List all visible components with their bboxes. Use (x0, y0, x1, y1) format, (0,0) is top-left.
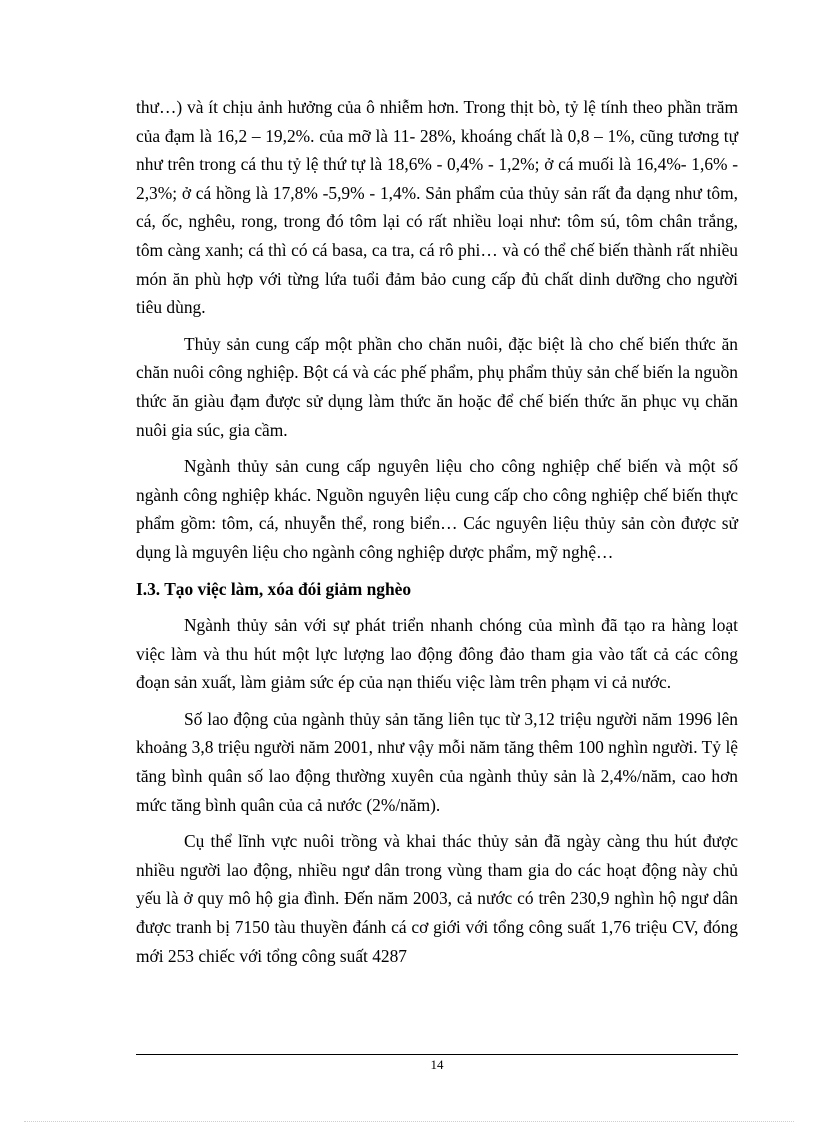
paragraph-employment: Ngành thủy sản với sự phát triển nhanh chóng của mình đã tạo ra hàng loạt việc làm và thu hút một lực lượng lao động đông đảo tham gia vào tất cả các công đoạn sản xuất, làm giảm sức ép của nạn thiếu việc làm trên phạm vi cả nước. (136, 615, 738, 693)
paragraph-continued: thư…) và ít chịu ảnh hưởng của ô nhiễm hơn. Trong thịt bò, tỷ lệ tính theo phần trăm của đạm là 16,2 – 19,2%. của mỡ là 11- 28%, khoáng chất là 0,8 – 1%, cũng tương tự như trên trong cá thu tỷ lệ thứ tự là 18,6% - 0,4% - 1,2%; ở cá muối là 16,4%- 1,6% - 2,3%; ở cá hồng là 17,8% -5,9% - 1,4%. Sản phẩm của thủy sản rất đa dạng như tôm, cá, ốc, nghêu, rong, trong đó tôm lại có rất nhiều loại như: tôm sú, tôm chân trắng, tôm càng xanh; cá thì có cá basa, ca tra, cá rô phi… và có thể chế biến thành rất nhiều món ăn phù hợp với từng lứa tuổi đảm bảo cung cấp đủ chất dinh dưỡng cho người tiêu dùng. (136, 97, 738, 318)
page-number: 14 (430, 1057, 444, 1072)
section-heading: I.3. Tạo việc làm, xóa đói giảm nghèo (136, 578, 412, 599)
body-text (136, 93, 738, 978)
page-edge-divider (24, 1121, 794, 1122)
paragraph-labor-growth: Số lao động của ngành thủy sản tăng liên tục từ 3,12 triệu người năm 1996 lên khoảng 3,8 triệu người năm 2001, như vậy mỗi năm tăng thêm 100 nghìn người. Tỷ lệ tăng bình quân số lao động thường xuyên của ngành thủy sản là 2,4%/năm, cao hơn mức tăng bình quân của cả nước (2%/năm). (136, 708, 738, 815)
footer-divider (136, 1054, 738, 1055)
paragraph-raw-materials: Ngành thủy sản cung cấp nguyên liệu cho công nghiệp chế biến và một số ngành công nghiệp khác. Nguồn nguyên liệu cung cấp cho công nghiệp chế biến thực phẩm gồm: tôm, cá, nhuyễn thể, rong biển… Các nguyên liệu thủy sản còn được sử dụng là mguyên liệu cho ngành công nghiệp dược phẩm, mỹ nghệ… (136, 456, 738, 562)
paragraph-animal-feed: Thủy sản cung cấp một phần cho chăn nuôi, đặc biệt là cho chế biến thức ăn chăn nuôi công nghiệp. Bột cá và các phế phẩm, phụ phẩm thủy sản chế biến la nguồn thức ăn giàu đạm được sử dụng làm thức ăn hoặc để chế biến thức ăn phục vụ chăn nuôi gia súc, gia cầm. (136, 333, 738, 440)
paragraph-aquaculture: Cụ thể lĩnh vực nuôi trồng và khai thác thủy sản đã ngày càng thu hút được nhiều người lao động, nhiều ngư dân trong vùng tham gia do các hoạt động này chủ yếu là ở quy mô hộ gia đình. Đến năm 2003, cả nước có trên 230,9 nghìn hộ ngư dân được tranh bị 7150 tàu thuyền đánh cá cơ giới với tổng công suất 1,76 triệu CV, đóng mới 253 chiếc với tổng công suất 4287 (136, 831, 738, 966)
